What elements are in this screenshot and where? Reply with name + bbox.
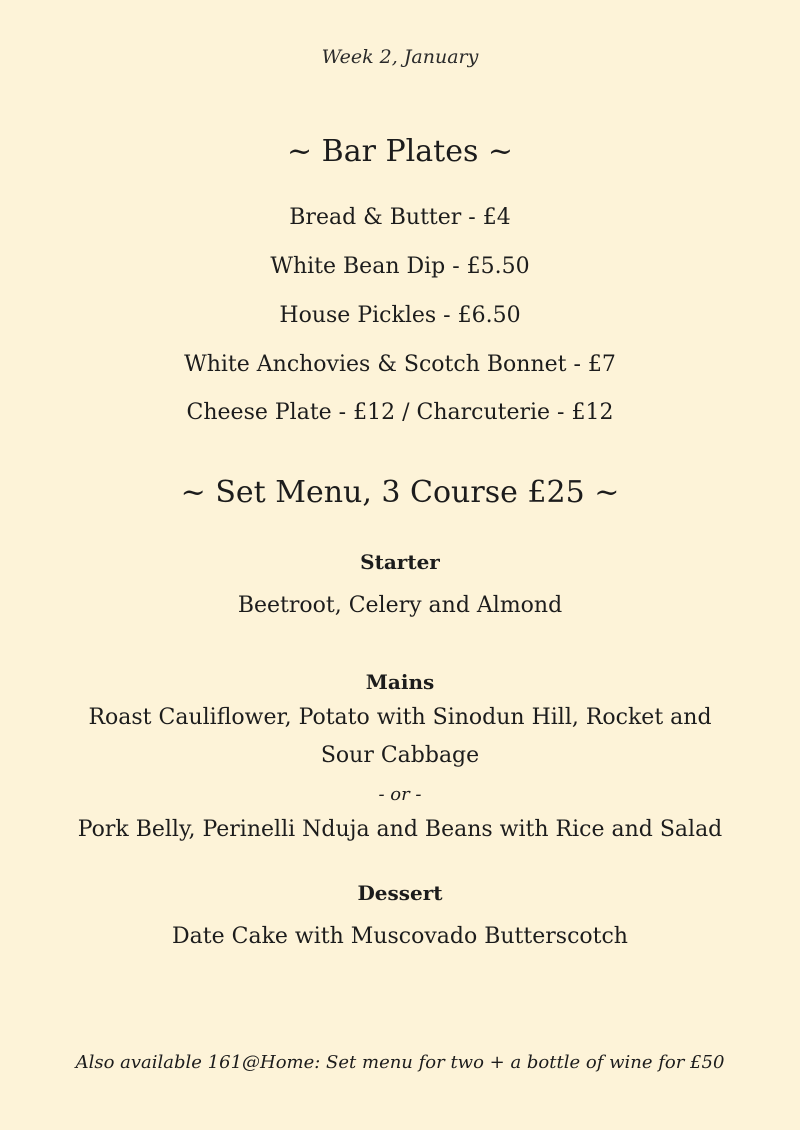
footer-note: Also available 161@Home: Set menu for two + a bottle of wine for £50 <box>75 1052 725 1073</box>
bar-plate-item: House Pickles - £6.50 <box>279 303 521 328</box>
mains-dish-1-line-1: Roast Cauliflower, Potato with Sinodun Hill, Rocket and <box>88 705 712 730</box>
bar-plate-item: Cheese Plate - £12 / Charcuterie - £12 <box>186 400 614 425</box>
bar-plate-item: Bread & Butter - £4 <box>289 205 511 230</box>
mains-heading: Mains <box>365 670 435 694</box>
mains-dish-1-line-2: Sour Cabbage <box>320 743 480 768</box>
bar-plate-item: White Anchovies & Scotch Bonnet - £7 <box>184 352 616 377</box>
dessert-heading: Dessert <box>357 881 443 905</box>
week-label: Week 2, January <box>321 46 479 68</box>
dessert-dish: Date Cake with Muscovado Butterscotch <box>172 924 628 949</box>
mains-dish-2: Pork Belly, Perinelli Nduja and Beans with Rice and Salad <box>77 817 723 842</box>
mains-or-separator: - or - <box>378 784 422 805</box>
bar-plates-title: ~ Bar Plates ~ <box>286 134 514 169</box>
starter-heading: Starter <box>360 550 440 574</box>
bar-plate-item: White Bean Dip - £5.50 <box>270 254 530 279</box>
starter-dish: Beetroot, Celery and Almond <box>237 593 563 618</box>
set-menu-title: ~ Set Menu, 3 Course £25 ~ <box>180 475 620 510</box>
